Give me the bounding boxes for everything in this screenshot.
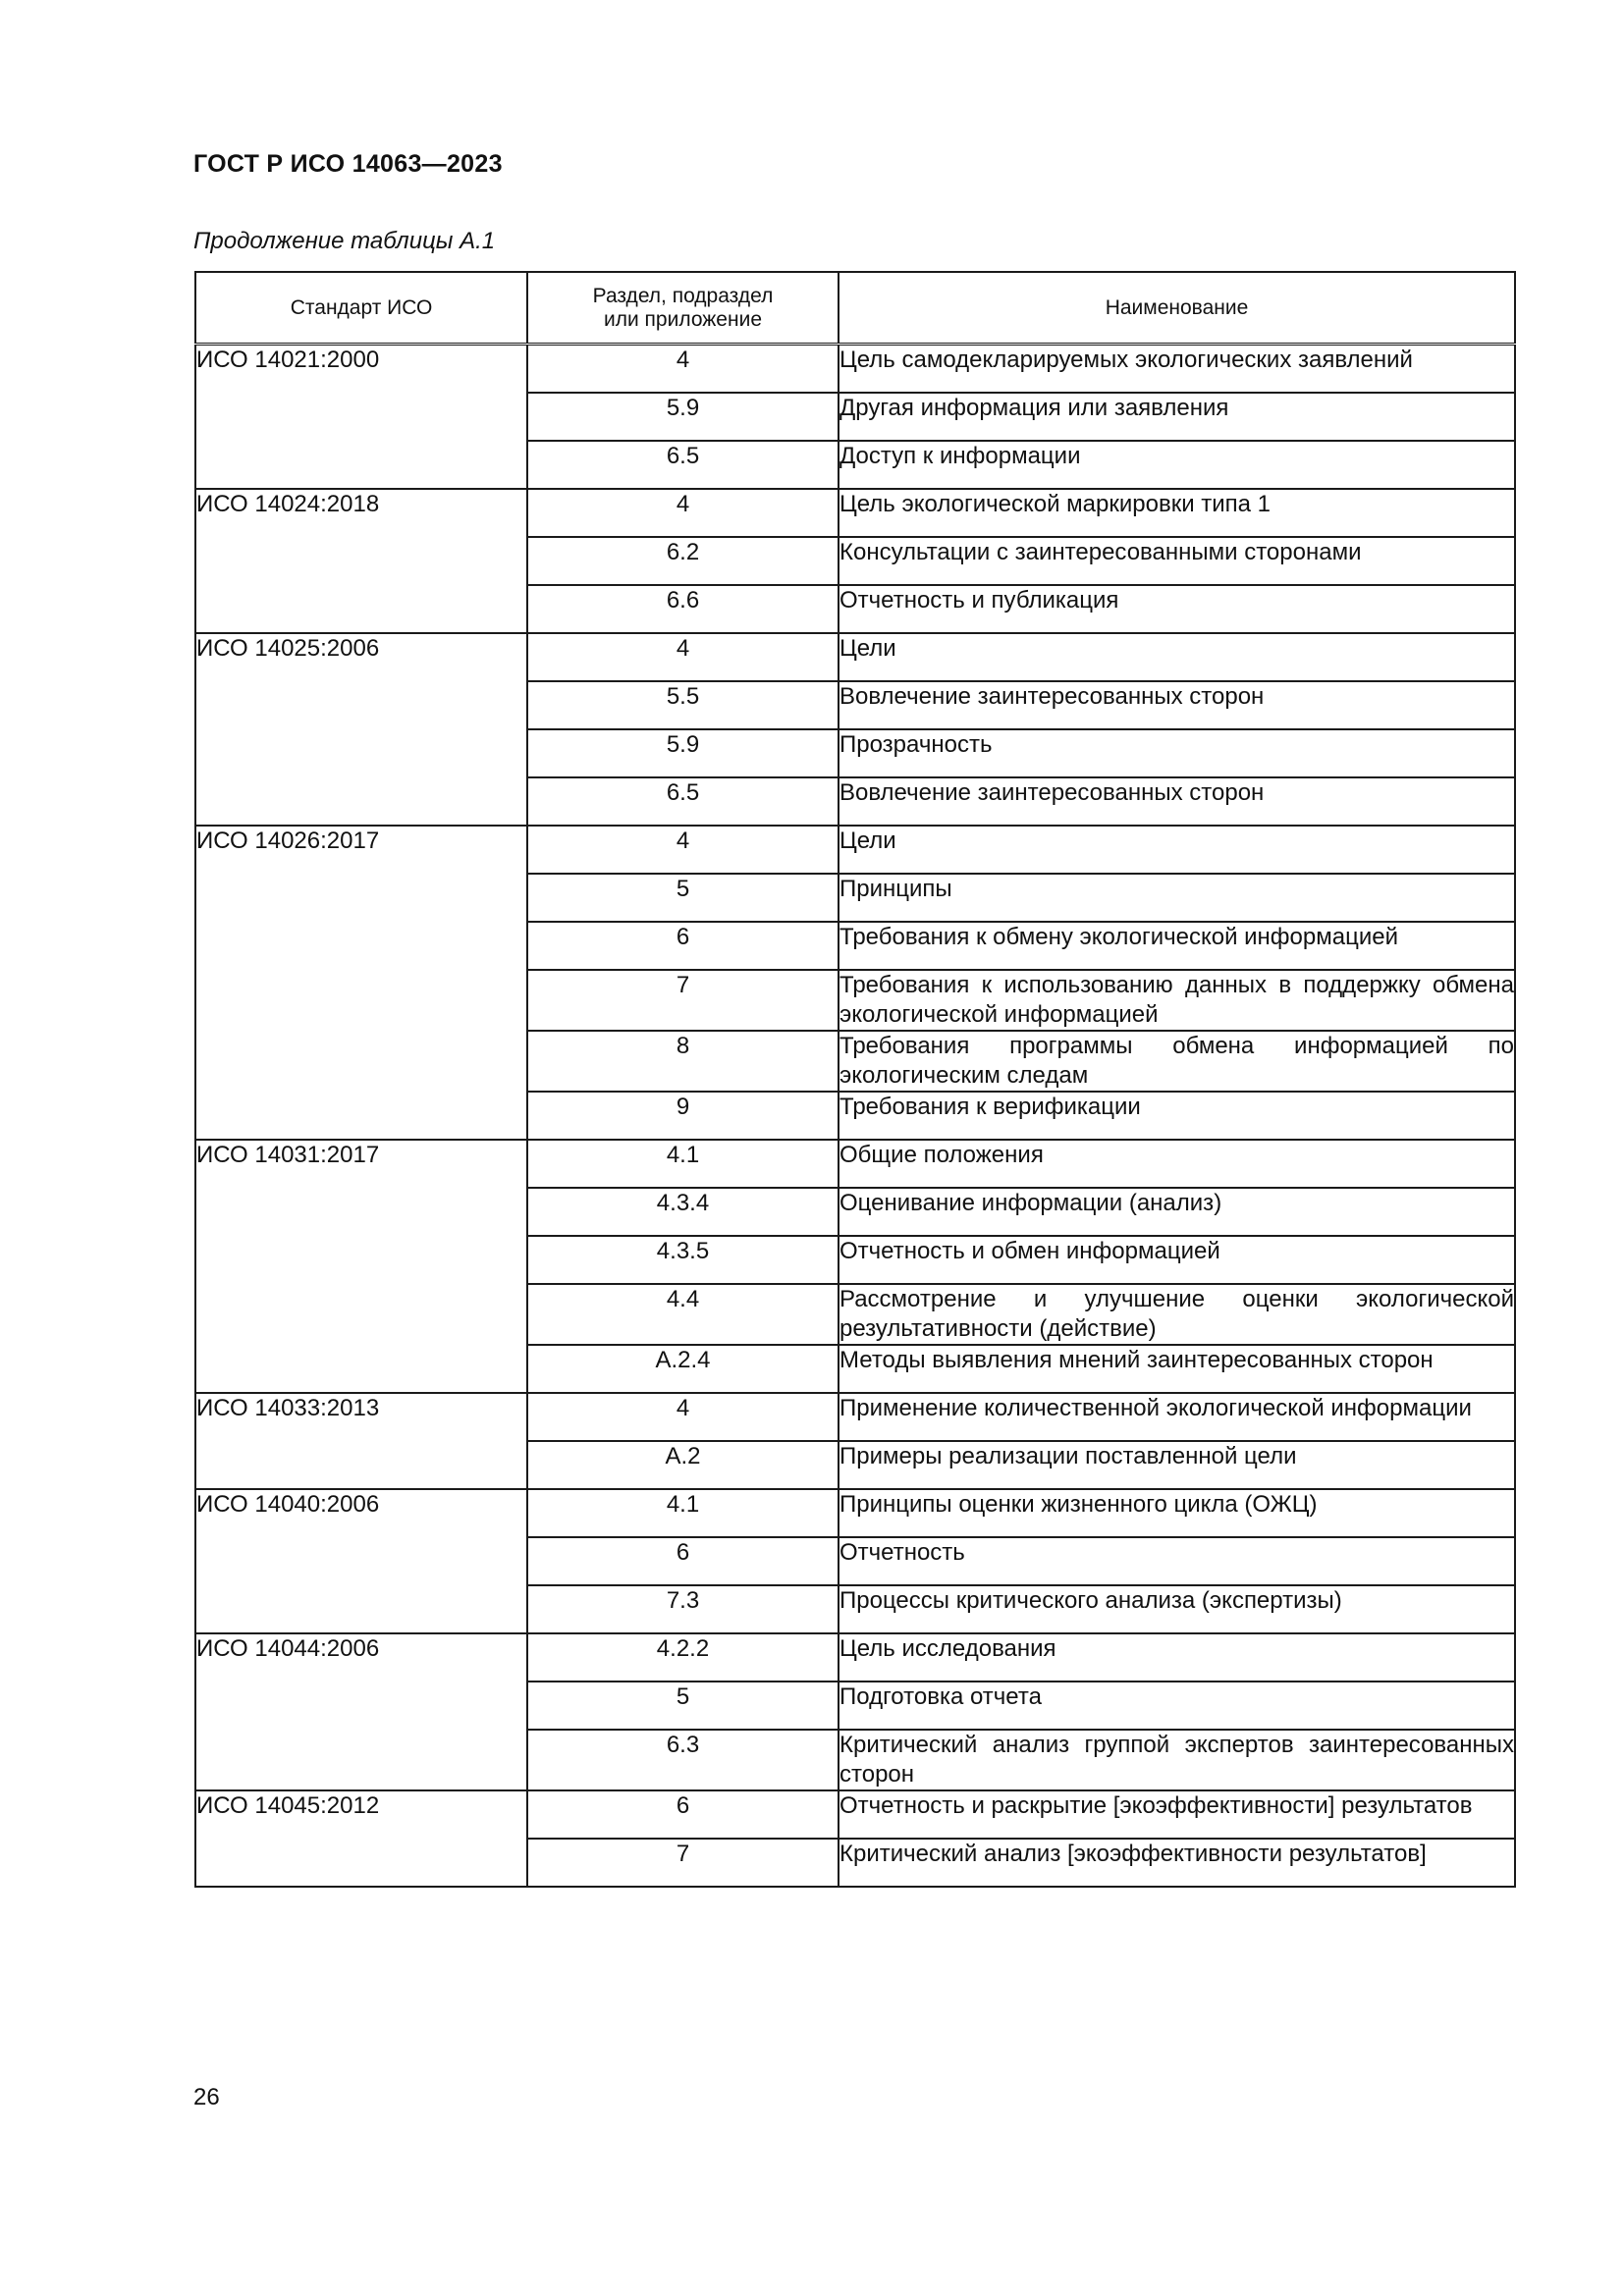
name-cell: Примеры реализации поставленной цели [839, 1441, 1515, 1489]
section-cell: 4.1 [527, 1489, 839, 1537]
table-body [195, 345, 1515, 1887]
table-row [195, 345, 1515, 393]
section-cell: A.2.4 [527, 1345, 839, 1393]
name-cell: Критический анализ группой экспертов заинтересованных сторон [839, 1730, 1515, 1790]
section-cell: 4.3.5 [527, 1236, 839, 1284]
name-cell: Подготовка отчета [839, 1682, 1515, 1730]
name-cell: Оценивание информации (анализ) [839, 1188, 1515, 1236]
name-cell: Требования к верификации [839, 1092, 1515, 1140]
standards-table [194, 271, 1516, 1888]
name-cell: Требования программы обмена информацией по экологическим следам [839, 1031, 1515, 1092]
name-cell: Цель исследования [839, 1633, 1515, 1682]
name-cell: Отчетность и публикация [839, 585, 1515, 633]
standard-cell: ИСО 14033:2013 [195, 1393, 527, 1489]
name-cell: Принципы [839, 874, 1515, 922]
standard-cell: ИСО 14045:2012 [195, 1790, 527, 1887]
name-cell: Цель экологической маркировки типа 1 [839, 489, 1515, 537]
section-cell: 4.1 [527, 1140, 839, 1188]
section-cell: 6.5 [527, 441, 839, 489]
section-cell: 5 [527, 874, 839, 922]
standard-cell: ИСО 14026:2017 [195, 826, 527, 1140]
name-cell: Доступ к информации [839, 441, 1515, 489]
name-cell: Отчетность [839, 1537, 1515, 1585]
section-cell: 4.3.4 [527, 1188, 839, 1236]
name-cell: Процессы критического анализа (экспертизы) [839, 1585, 1515, 1633]
section-cell: 6.2 [527, 537, 839, 585]
section-cell: 6.3 [527, 1730, 839, 1790]
name-cell: Другая информация или заявления [839, 393, 1515, 441]
name-cell: Консультации с заинтересованными сторонами [839, 537, 1515, 585]
name-cell: Общие положения [839, 1140, 1515, 1188]
name-cell: Применение количественной экологической информации [839, 1393, 1515, 1441]
table-row [195, 489, 1515, 537]
section-cell: 6 [527, 922, 839, 970]
name-cell: Принципы оценки жизненного цикла (ОЖЦ) [839, 1489, 1515, 1537]
standard-cell: ИСО 14024:2018 [195, 489, 527, 633]
section-cell: A.2 [527, 1441, 839, 1489]
name-cell: Требования к обмену экологической информацией [839, 922, 1515, 970]
section-cell: 4.2.2 [527, 1633, 839, 1682]
name-cell: Вовлечение заинтересованных сторон [839, 681, 1515, 729]
standard-cell: ИСО 14031:2017 [195, 1140, 527, 1393]
section-cell: 7 [527, 1839, 839, 1887]
document-id-header: ГОСТ Р ИСО 14063—2023 [193, 150, 503, 178]
name-cell: Цели [839, 633, 1515, 681]
name-cell: Критический анализ [экоэффективности результатов] [839, 1839, 1515, 1887]
name-cell: Требования к использованию данных в поддержку обмена экологической информацией [839, 970, 1515, 1031]
section-cell: 4.4 [527, 1284, 839, 1345]
table-row [195, 1633, 1515, 1682]
section-cell: 6.5 [527, 777, 839, 826]
table-row [195, 1140, 1515, 1188]
section-cell: 4 [527, 826, 839, 874]
column-header-standard: Стандарт ИСО [195, 272, 527, 345]
standard-cell: ИСО 14044:2006 [195, 1633, 527, 1790]
section-cell: 9 [527, 1092, 839, 1140]
section-cell: 4 [527, 633, 839, 681]
name-cell: Рассмотрение и улучшение оценки экологической результативности (действие) [839, 1284, 1515, 1345]
table-row [195, 1393, 1515, 1441]
standard-cell: ИСО 14021:2000 [195, 345, 527, 489]
table-row [195, 633, 1515, 681]
name-cell: Методы выявления мнений заинтересованных сторон [839, 1345, 1515, 1393]
section-cell: 5 [527, 1682, 839, 1730]
table-header-row [195, 272, 1515, 345]
name-cell: Вовлечение заинтересованных сторон [839, 777, 1515, 826]
standard-cell: ИСО 14040:2006 [195, 1489, 527, 1633]
table-row [195, 826, 1515, 874]
name-cell: Отчетность и раскрытие [экоэффективности] результатов [839, 1790, 1515, 1839]
section-cell: 6 [527, 1790, 839, 1839]
section-cell: 4 [527, 489, 839, 537]
section-cell: 5.9 [527, 393, 839, 441]
column-header-section: Раздел, подраздел или приложение [527, 272, 839, 345]
section-cell: 4 [527, 345, 839, 393]
table-caption: Продолжение таблицы А.1 [193, 228, 496, 254]
table-row [195, 1790, 1515, 1839]
standard-cell: ИСО 14025:2006 [195, 633, 527, 826]
name-cell: Отчетность и обмен информацией [839, 1236, 1515, 1284]
name-cell: Прозрачность [839, 729, 1515, 777]
section-cell: 8 [527, 1031, 839, 1092]
section-cell: 7 [527, 970, 839, 1031]
table-row [195, 1489, 1515, 1537]
section-cell: 4 [527, 1393, 839, 1441]
page-number: 26 [193, 2084, 220, 2110]
name-cell: Цели [839, 826, 1515, 874]
name-cell: Цель самодекларируемых экологических заявлений [839, 345, 1515, 393]
section-cell: 6.6 [527, 585, 839, 633]
column-header-name: Наименование [839, 272, 1515, 345]
section-cell: 6 [527, 1537, 839, 1585]
section-cell: 5.9 [527, 729, 839, 777]
section-cell: 5.5 [527, 681, 839, 729]
section-cell: 7.3 [527, 1585, 839, 1633]
